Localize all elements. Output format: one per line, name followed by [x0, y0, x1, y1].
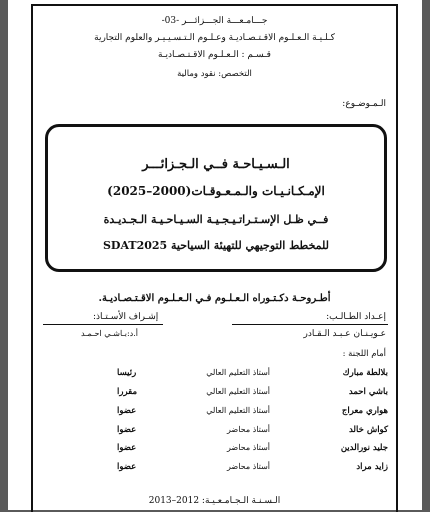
supervisor-name: أ.د:بـاشـي احـمـد	[81, 329, 138, 338]
title-line-1: الـسـيـاحـة فــي الـجـزائـــر	[142, 157, 290, 172]
committee-member-rank: أستاذ محاضر	[227, 425, 270, 434]
divider-student	[232, 324, 388, 325]
committee-member-name: هواري معراج	[341, 406, 388, 416]
committee-member-role: مقررا	[117, 387, 138, 397]
academic-year: الـسـنـة الـجـامـعـيـة: 2012–2013	[148, 496, 281, 506]
thesis-title-box	[45, 124, 387, 272]
prepared-by-label: إعـداد الطـالـب:	[326, 312, 386, 322]
committee-member-role: عضوا	[117, 443, 137, 453]
committee-member-role: عضوا	[117, 462, 137, 472]
thesis-type: أطـروحـة دكـتـوراه الـعـلـوم فـي الـعـلـوم الاقـتـصـاديـة.	[98, 293, 331, 304]
committee-member-rank: أستاذ التعليم العالي	[206, 406, 270, 415]
subject-label: الـمـوضـوع:	[342, 99, 386, 109]
supervisor-label: إشـراف الأسـتـاذ:	[93, 312, 159, 322]
committee-member-role: رئيسا	[117, 368, 137, 378]
committee-member-name: بلالطة مبارك	[342, 368, 388, 378]
page-frame	[31, 4, 398, 512]
faculty-name: كـلـيـة الـعـلـوم الاقـتـصـاديـة وعـلـوم الـتـسـيـيـر والعلوم التجارية	[94, 33, 335, 43]
committee-member-rank: أستاذ محاضر	[227, 443, 270, 452]
committee-member-name: باشي احمد	[348, 387, 388, 397]
specialty-label: التخصص: نقود ومالية	[177, 69, 252, 79]
title-line-2: الإمـكـانـيـات والـمـعـوقـات(2000–2025)	[107, 184, 325, 198]
committee-member-rank: أستاذ التعليم العالي	[206, 387, 270, 396]
committee-member-name: زايد مراد	[356, 462, 388, 472]
document-page	[8, 0, 422, 510]
title-line-4: للمخطط التوجيهي للتهيئة السياحية SDAT2025	[102, 239, 330, 252]
committee-member-name: جليد نورالدين	[340, 443, 388, 453]
committee-label: أمام اللجنة :	[342, 349, 386, 359]
department-name: قـسـم : الـعـلـوم الاقـتـصـاديـة	[158, 50, 271, 60]
committee-member-rank: أستاذ التعليم العالي	[206, 368, 270, 377]
committee-member-rank: أستاذ محاضر	[227, 462, 270, 471]
committee-member-role: عضوا	[117, 425, 137, 435]
university-name: جـــامـعـــة الجـــزائـــر -03-	[161, 16, 268, 26]
committee-member-role: عضوا	[117, 406, 137, 416]
committee-member-name: كواش خالد	[348, 425, 388, 435]
student-name: عـويـنـان عـبـد الـقـادر	[303, 329, 386, 339]
divider-supervisor	[43, 324, 163, 325]
title-line-3: فــي ظـل الإسـتـراتـيـجـيـة السـيـاحـيـة الـجـديـدة	[103, 213, 329, 226]
